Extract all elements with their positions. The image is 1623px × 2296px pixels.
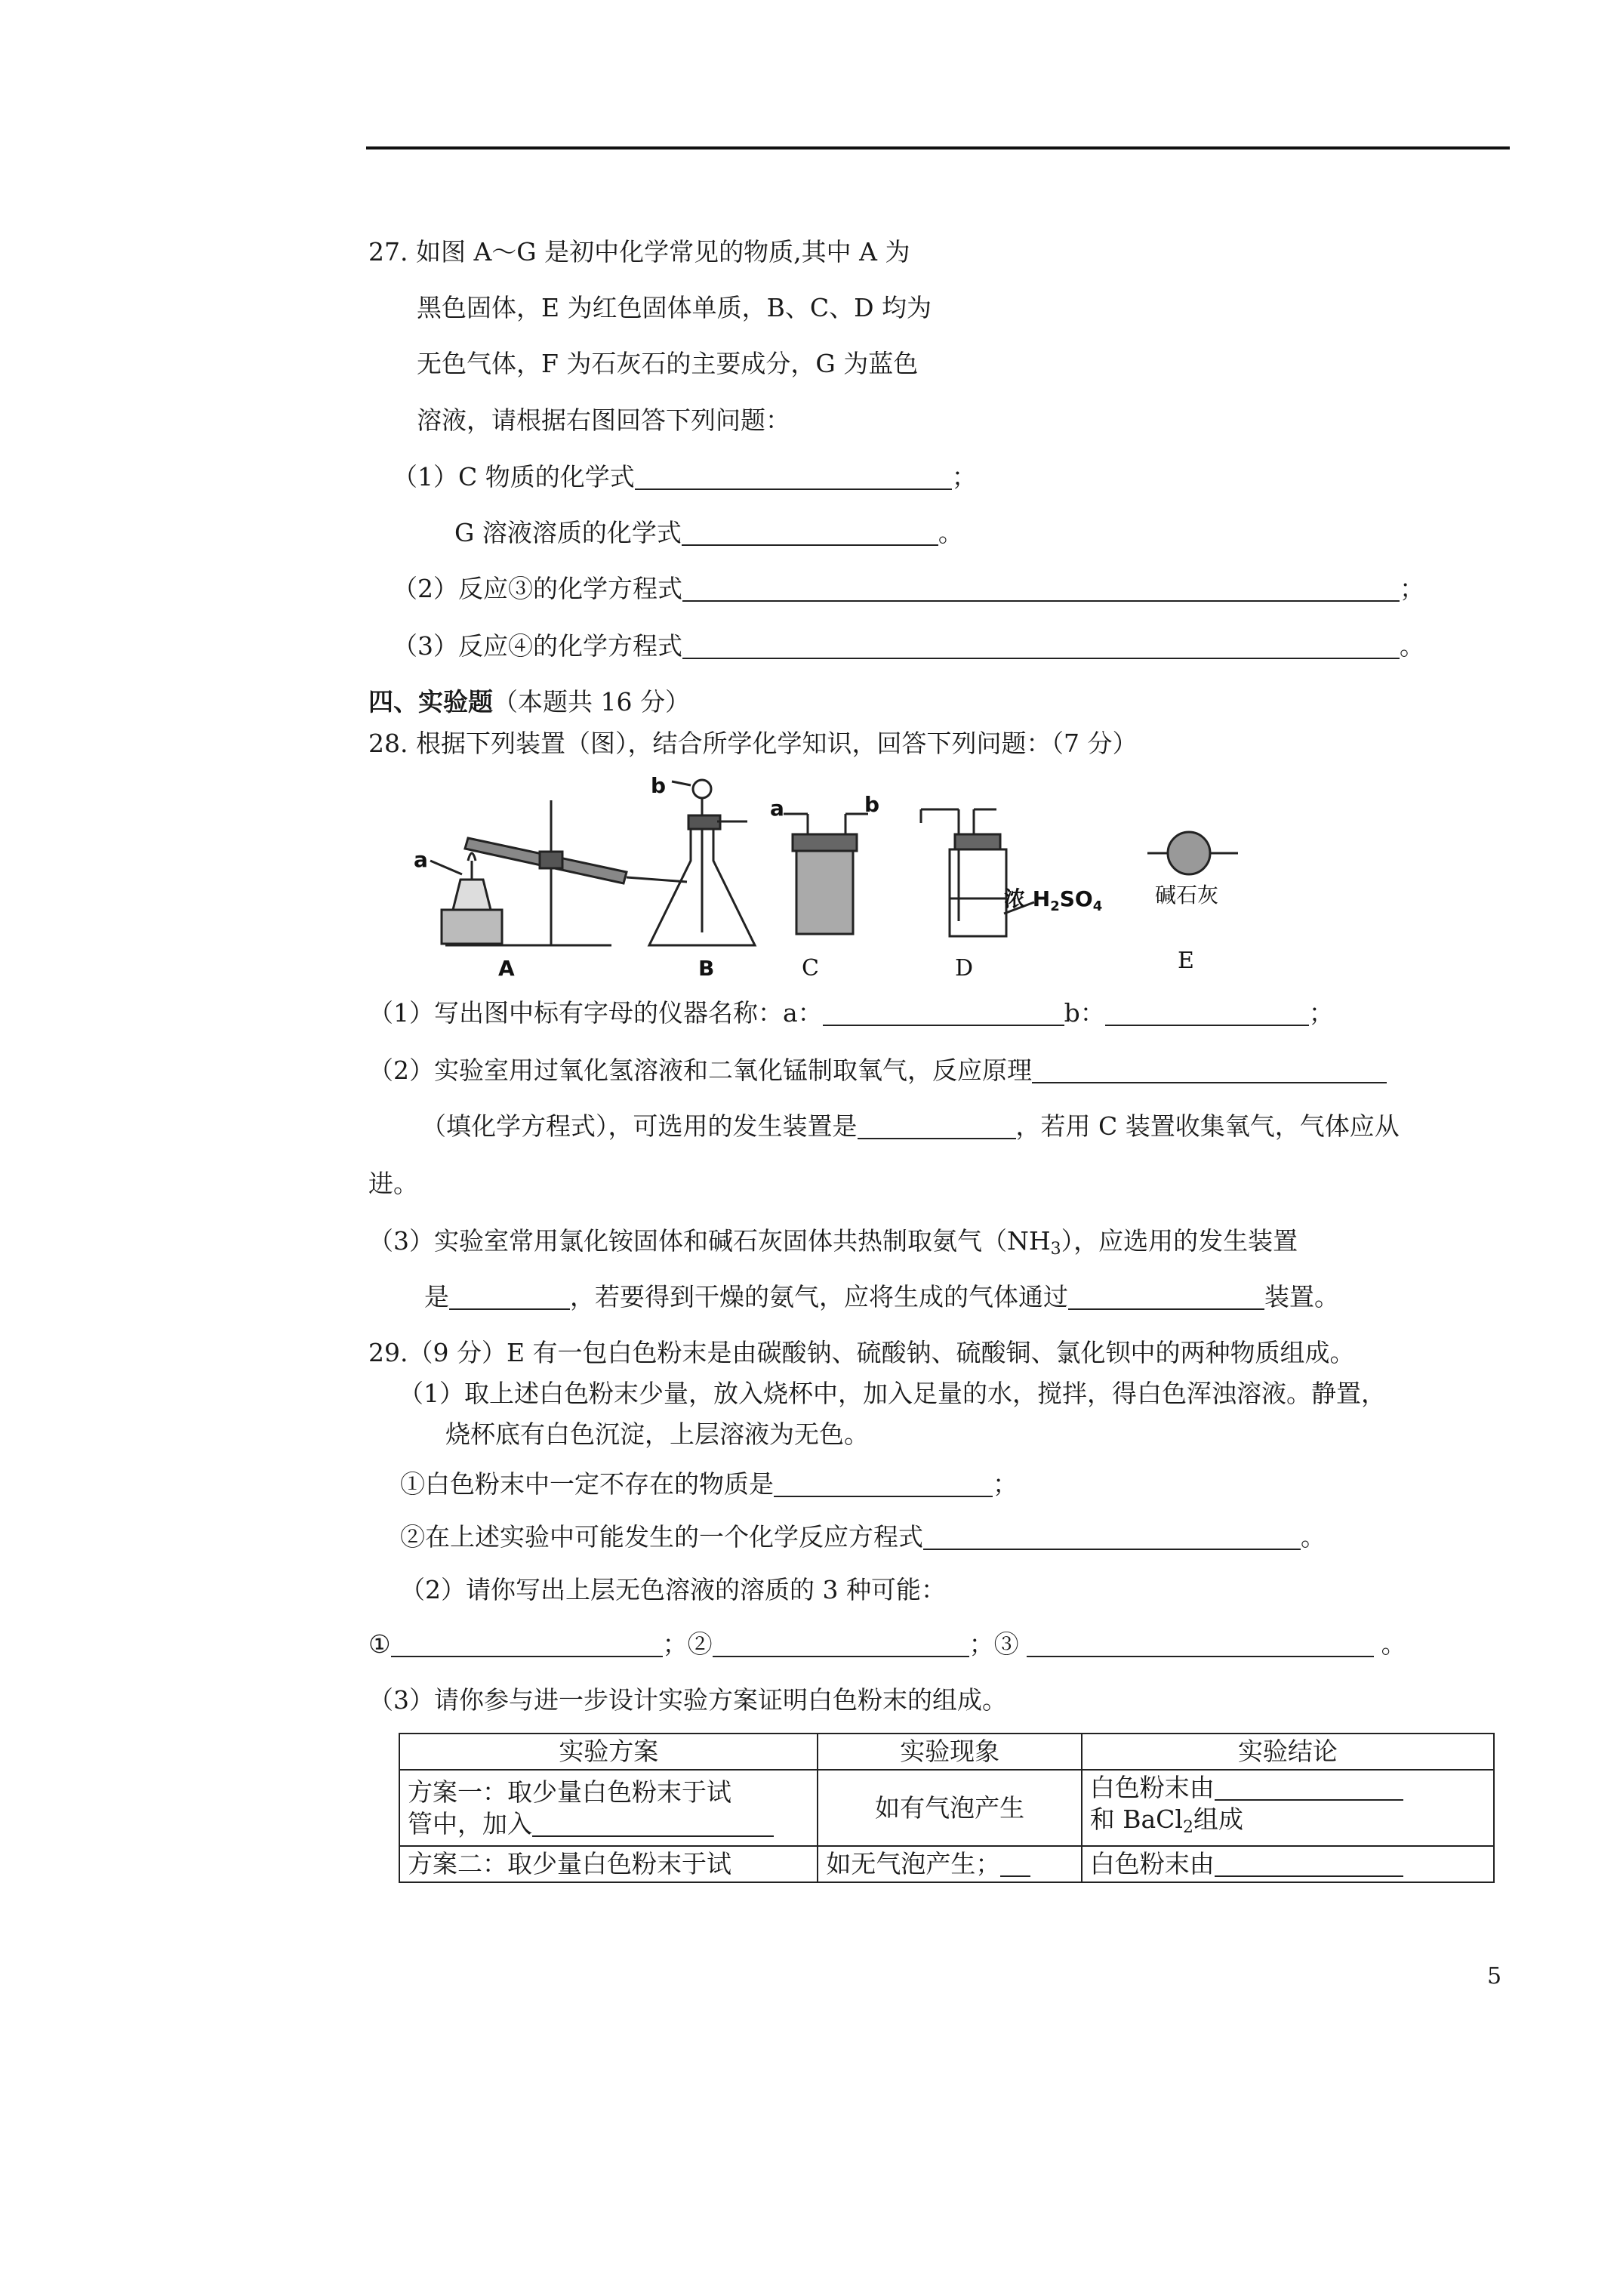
experiment-table (399, 1733, 1495, 1883)
q29-stem: 29.（9 分）E 有一包白色粉末是由碳酸钠、硫酸钠、硫酸铜、氯化钡中的两种物质组成。 (368, 1338, 1355, 1367)
q27-stem-1: 27. 如图 A～G 是初中化学常见的物质,其中 A 为 (368, 237, 910, 267)
answer-blank[interactable] (682, 576, 1400, 602)
table-cell: 白色粉末由 和 BaCl$_2$组成 (1082, 1770, 1494, 1846)
answer-blank[interactable] (774, 1472, 993, 1497)
label-c-a: a (770, 796, 784, 821)
header-rule (366, 146, 1510, 149)
apparatus-a (430, 800, 687, 945)
answer-blank[interactable] (532, 1811, 774, 1837)
answer-blank[interactable] (923, 1524, 1301, 1550)
answer-blank[interactable] (635, 464, 952, 490)
label-B: B (698, 956, 715, 981)
section-4-heading: 四、实验题（本题共 16 分） (368, 687, 690, 717)
q28-part2-line1: （2）实验室用过氧化氢溶液和二氧化锰制取氧气，反应原理 (368, 1056, 1387, 1086)
label-a: a (414, 847, 428, 872)
answer-blank[interactable] (1215, 1851, 1403, 1877)
apparatus-c (784, 814, 868, 934)
answer-blank[interactable] (449, 1284, 570, 1310)
answer-blank[interactable] (1215, 1775, 1403, 1801)
answer-blank[interactable] (391, 1632, 663, 1657)
apparatus-figure (400, 770, 1291, 982)
q29-options: ① ；② ；③ 。 (368, 1629, 1406, 1659)
label-C: C (802, 955, 819, 982)
q29-part1-line2: 烧杯底有白色沉淀，上层溶液为无色。 (445, 1419, 869, 1449)
table-header: 实验现象 (818, 1734, 1081, 1770)
label-E: E (1178, 948, 1194, 974)
label-D: D (955, 955, 974, 982)
q27-stem-2: 黑色固体，E 为红色固体单质，B、C、D 均为 (417, 293, 932, 322)
table-cell: 白色粉末由 (1082, 1846, 1494, 1882)
answer-blank[interactable] (713, 1632, 969, 1657)
q27-stem-4: 溶液，请根据右图回答下列问题： (417, 405, 790, 435)
label-A: A (498, 956, 515, 981)
table-cell: 如有气泡产生 (818, 1770, 1081, 1846)
label-lime: 碱石灰 (1155, 883, 1219, 908)
answer-blank[interactable] (1032, 1058, 1387, 1083)
table-cell: 如无气泡产生； (818, 1846, 1081, 1882)
label-b: b (651, 773, 667, 798)
q27-part2: （2）反应③的化学方程式 ； (393, 574, 1424, 603)
answer-blank[interactable] (858, 1114, 1016, 1139)
apparatus-e (1147, 832, 1238, 874)
answer-blank[interactable] (682, 520, 938, 546)
q27-part3: （3）反应④的化学方程式 。 (393, 631, 1424, 661)
answer-blank[interactable] (682, 633, 1400, 659)
label-acid: 浓 $H_2SO_4$ (1004, 886, 1103, 914)
answer-blank[interactable] (1000, 1851, 1030, 1877)
q29-c2: ②在上述实验中可能发生的一个化学反应方程式 。 (400, 1522, 1326, 1552)
table-header: 实验方案 (399, 1734, 818, 1770)
q29-c1: ①白色粉末中一定不存在的物质是 ； (400, 1469, 1018, 1499)
q28-stem: 28. 根据下列装置（图），结合所学化学知识，回答下列问题：（7 分） (368, 729, 1138, 758)
answer-blank[interactable] (1105, 1000, 1309, 1026)
answer-blank[interactable] (823, 1000, 1064, 1026)
q27-stem-3: 无色气体，F 为石灰石的主要成分，G 为蓝色 (417, 349, 919, 378)
q27-part1-line2: G 溶液溶质的化学式 。 (454, 518, 963, 547)
table-header-row (399, 1734, 1494, 1770)
apparatus-d (921, 809, 1034, 936)
q28-part1: （1）写出图中标有字母的仪器名称：a： b： ； (368, 998, 1334, 1028)
answer-blank[interactable] (1027, 1632, 1374, 1657)
q29-part3: （3）请你参与进一步设计实验方案证明白色粉末的组成。 (368, 1685, 1007, 1715)
apparatus-b (649, 780, 755, 945)
label-c-b: b (864, 792, 880, 817)
table-row (399, 1770, 1494, 1846)
table-cell: 方案二：取少量白色粉末于试 (399, 1846, 818, 1882)
table-cell: 方案一：取少量白色粉末于试 管中，加入 (399, 1770, 818, 1846)
table-row (399, 1846, 1494, 1882)
q28-part2-line3: 进。 (368, 1169, 418, 1198)
q27-part1-line1: （1）C 物质的化学式 ； (393, 462, 977, 492)
page-number: 5 (1487, 1963, 1502, 1989)
q29-part1-line1: （1）取上述白色粉末少量，放入烧杯中，加入足量的水，搅拌，得白色浑浊溶液。静置， (399, 1379, 1386, 1408)
q28-part2-line2: （填化学方程式），可选用的发生装置是 ，若用 C 装置收集氧气，气体应从 (421, 1111, 1400, 1141)
answer-blank[interactable] (1068, 1284, 1264, 1310)
table-header: 实验结论 (1082, 1734, 1494, 1770)
q28-part3-line1: （3）实验室常用氯化铵固体和碱石灰固体共热制取氨气$(NH_3)$，应选用的发生装置 (368, 1226, 1298, 1259)
q29-part2: （2）请你写出上层无色溶液的溶质的 3 种可能： (400, 1575, 946, 1604)
q28-part3-line2: 是 ，若要得到干燥的氨气，应将生成的气体通过 装置。 (424, 1282, 1339, 1311)
